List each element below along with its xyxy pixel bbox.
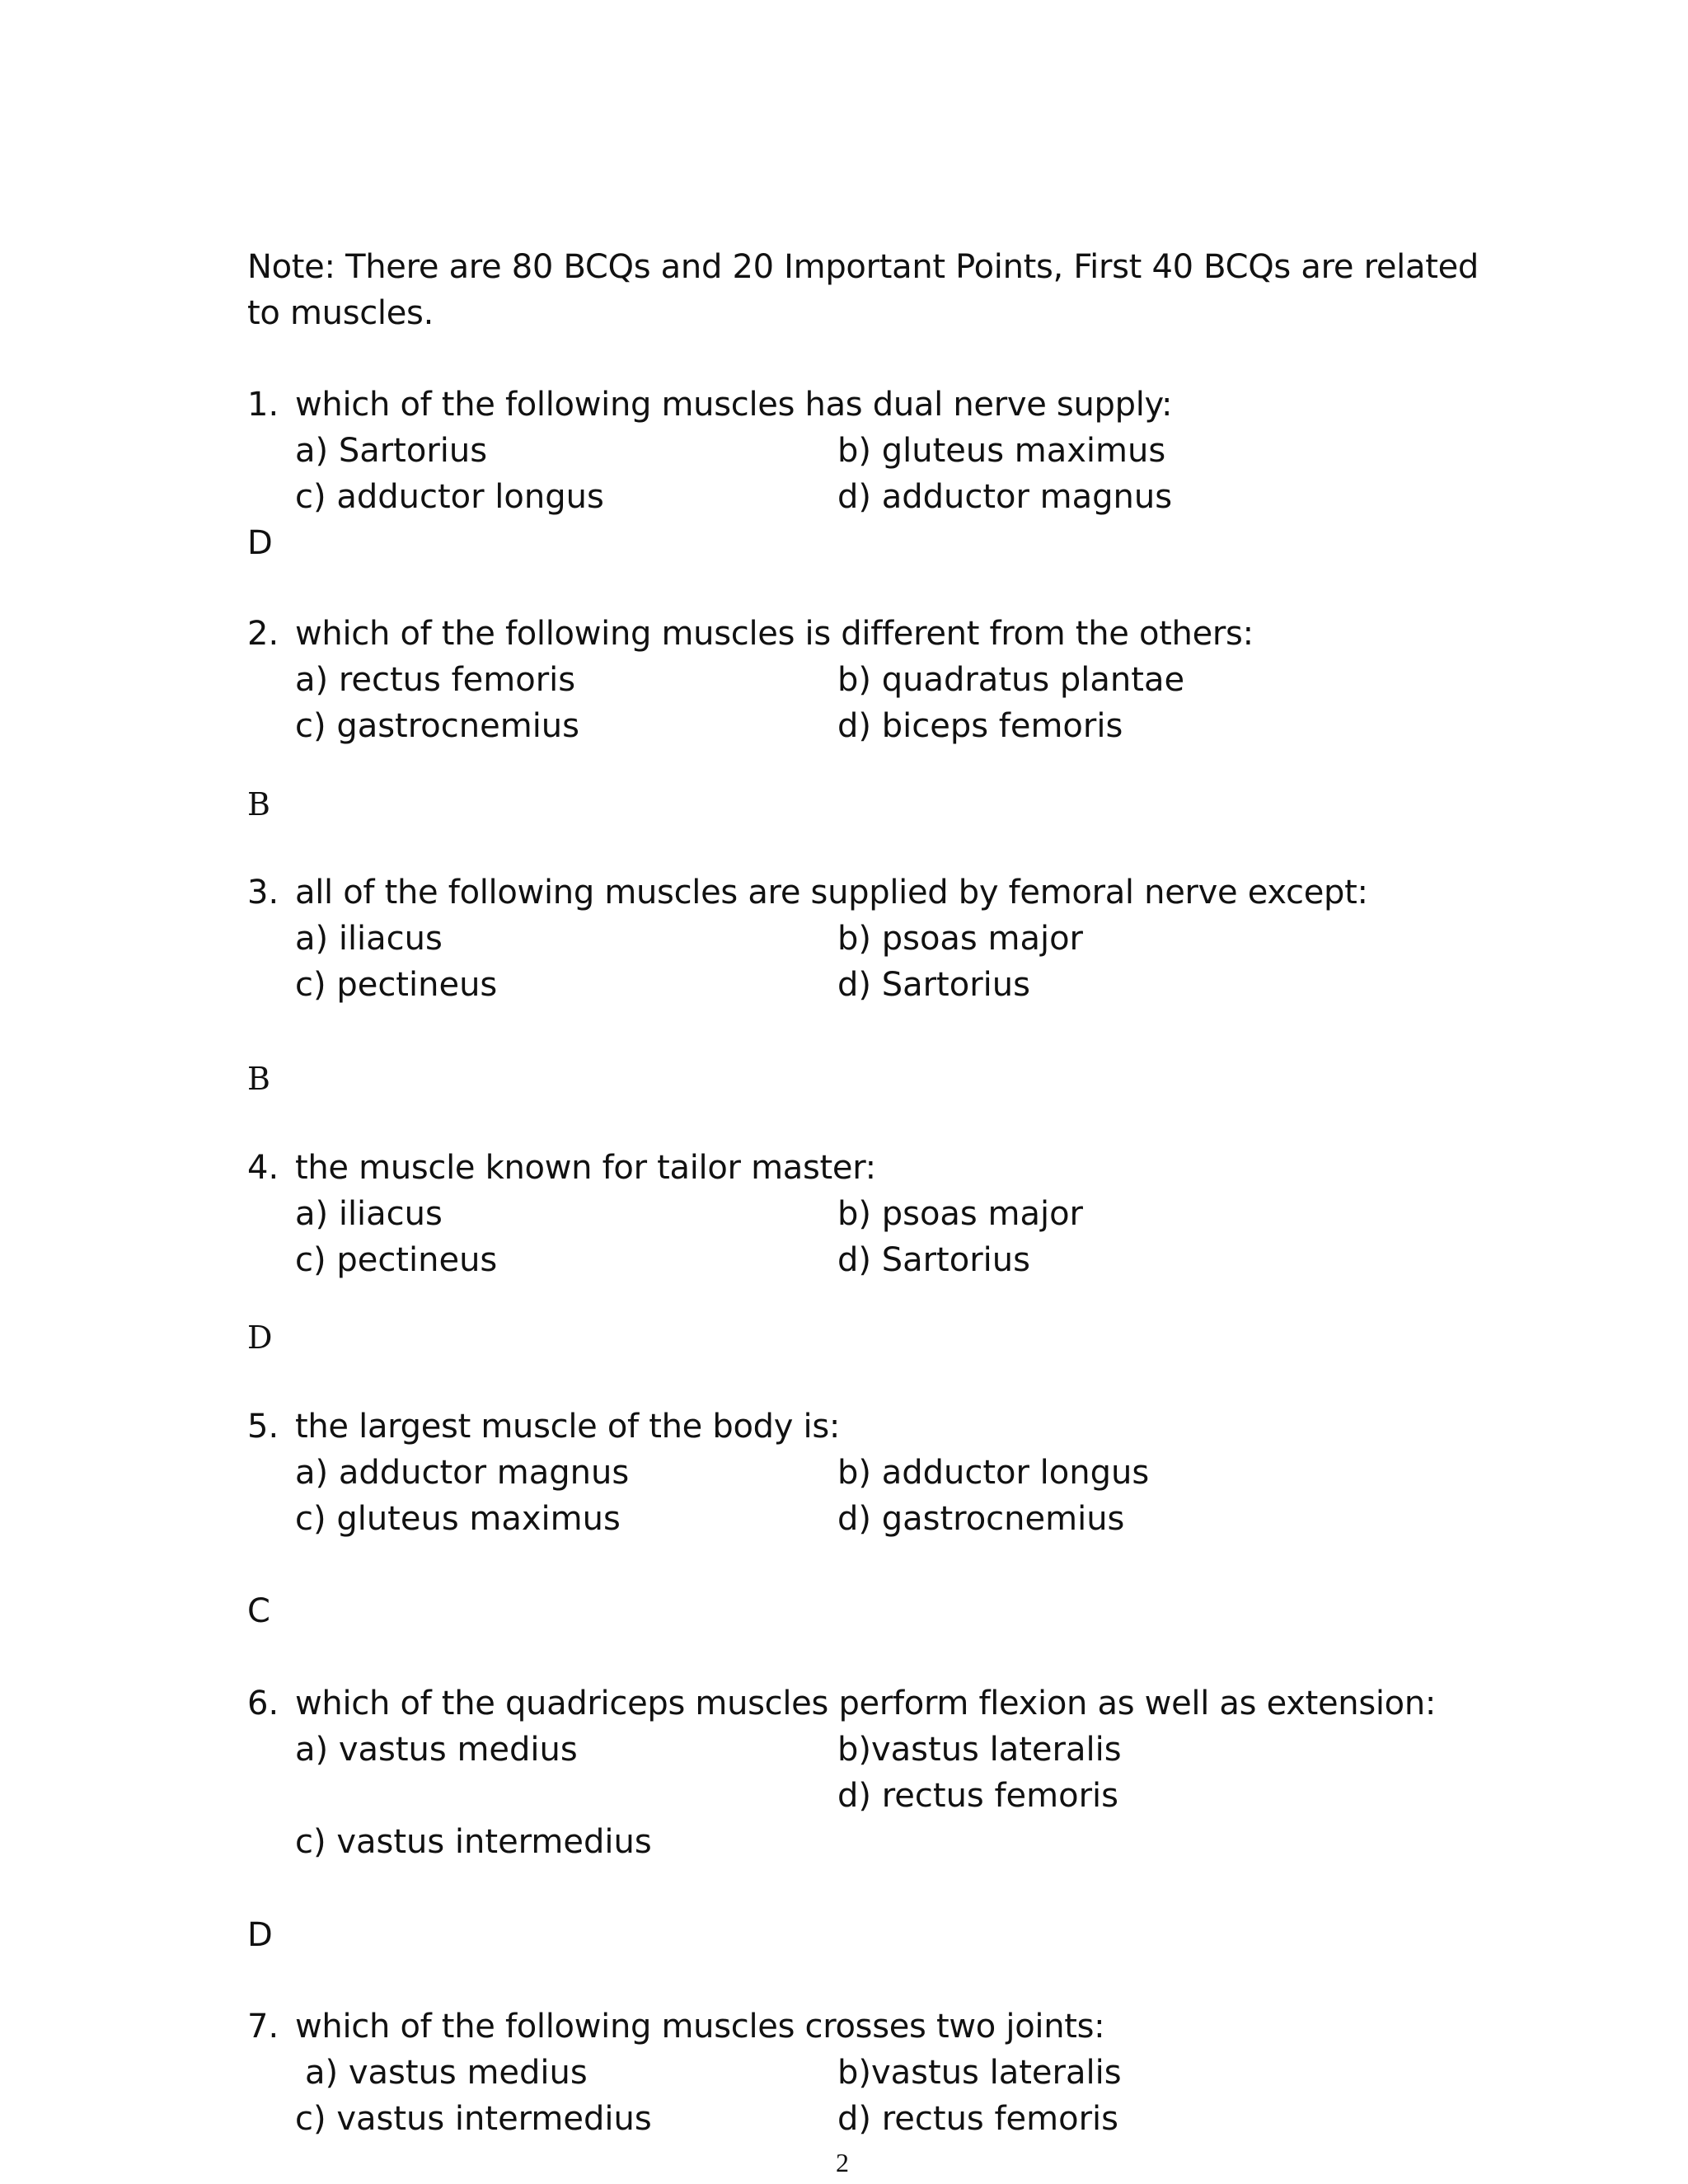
option-d: d) rectus femoris: [837, 2100, 1118, 2138]
question-number: 4.: [247, 1149, 279, 1187]
question-text: which of the following muscles has dual nerve supply:: [295, 386, 1173, 424]
question-number: 5.: [247, 1408, 279, 1446]
option-d: d) gastrocnemius: [837, 1500, 1125, 1538]
option-c: c) gastrocnemius: [295, 707, 579, 745]
option-a: a) vastus medius: [305, 2054, 588, 2092]
option-b: b) psoas major: [837, 920, 1083, 958]
option-a: a) vastus medius: [295, 1731, 578, 1769]
question-number: 6.: [247, 1685, 279, 1722]
option-b: b) psoas major: [837, 1195, 1083, 1233]
option-b: b) gluteus maximus: [837, 432, 1166, 470]
question-text: which of the following muscles crosses two joints:: [295, 2008, 1105, 2046]
answer: B: [247, 786, 270, 823]
question-text: the muscle known for tailor master:: [295, 1149, 876, 1187]
option-a: a) iliacus: [295, 920, 443, 958]
option-d: d) adductor magnus: [837, 478, 1173, 516]
option-c: c) gluteus maximus: [295, 1500, 621, 1538]
option-b: b)vastus lateralis: [837, 1731, 1122, 1769]
question-text: all of the following muscles are supplied by femoral nerve except:: [295, 874, 1368, 912]
answer: B: [247, 1061, 270, 1097]
option-d: d) Sartorius: [837, 966, 1030, 1004]
option-b: b) adductor longus: [837, 1454, 1150, 1492]
note-line-1: Note: There are 80 BCQs and 20 Important Points, First 40 BCQs are related: [247, 248, 1479, 286]
question-number: 7.: [247, 2008, 279, 2046]
option-d: d) Sartorius: [837, 1241, 1030, 1279]
question-number: 3.: [247, 874, 279, 912]
option-b: b)vastus lateralis: [837, 2054, 1122, 2092]
answer: C: [247, 1592, 270, 1630]
option-c: c) vastus intermedius: [295, 1823, 652, 1861]
question-number: 1.: [247, 386, 279, 424]
option-a: a) rectus femoris: [295, 661, 576, 699]
question-text: which of the following muscles is different from the others:: [295, 615, 1254, 653]
note-line-2: to muscles.: [247, 294, 434, 332]
option-c: c) pectineus: [295, 1241, 498, 1279]
question-text: the largest muscle of the body is:: [295, 1408, 841, 1446]
option-d: d) biceps femoris: [837, 707, 1123, 745]
option-a: a) Sartorius: [295, 432, 488, 470]
option-b: b) quadratus plantae: [837, 661, 1185, 699]
answer: D: [247, 1319, 273, 1356]
option-c: c) pectineus: [295, 966, 498, 1004]
question-number: 2.: [247, 615, 279, 653]
answer: D: [247, 1916, 273, 1954]
option-a: a) adductor magnus: [295, 1454, 630, 1492]
option-a: a) iliacus: [295, 1195, 443, 1233]
page-number: 2: [836, 2148, 849, 2177]
option-d: d) rectus femoris: [837, 1777, 1118, 1815]
option-c: c) vastus intermedius: [295, 2100, 652, 2138]
answer: D: [247, 524, 273, 562]
question-text: which of the quadriceps muscles perform flexion as well as extension:: [295, 1685, 1437, 1722]
option-c: c) adductor longus: [295, 478, 604, 516]
